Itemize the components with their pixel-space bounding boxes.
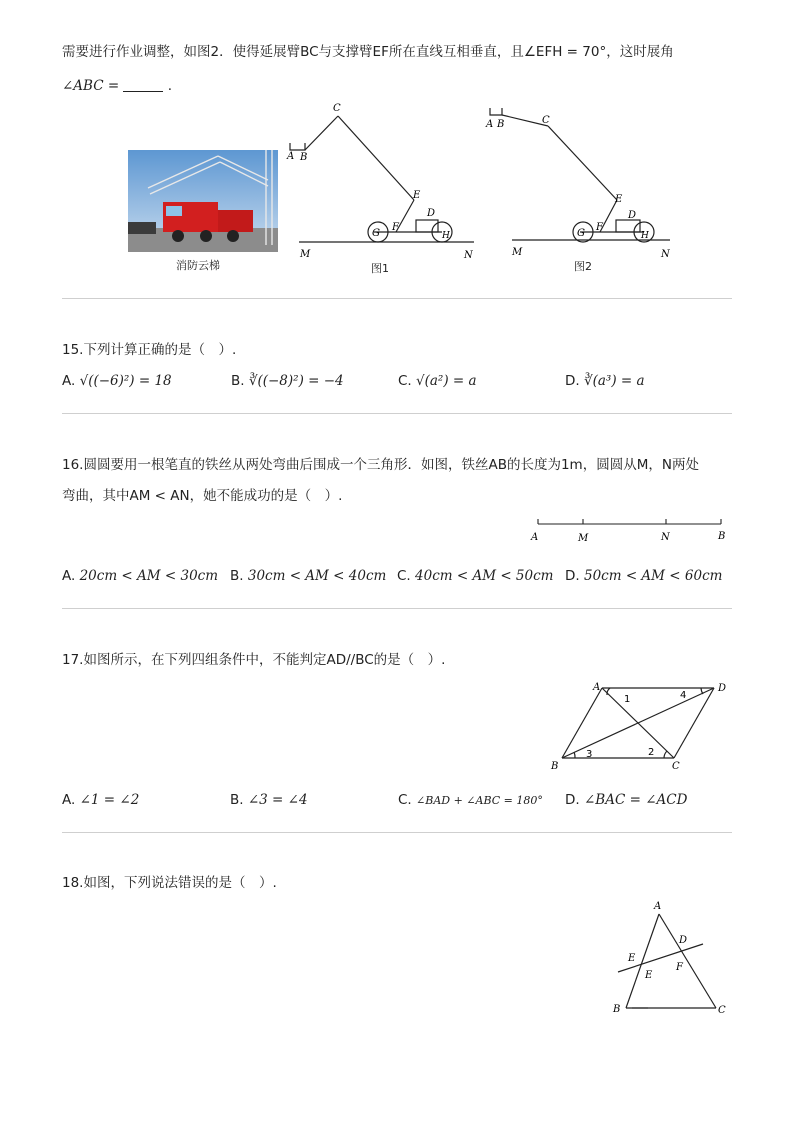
svg-text:M: M <box>512 247 523 258</box>
q15-option-b[interactable] <box>231 371 344 391</box>
option-text: ∠BAD + ∠ABC = 180° <box>416 794 543 807</box>
divider <box>62 608 732 609</box>
svg-text:E: E <box>413 190 421 201</box>
q14-text-line1: 需要进行作业调整，如图2．使得延展臂BC与支撑臂EF所在直线互相垂直，且∠EFH = 70°，这时展角 <box>62 44 674 60</box>
svg-text:A: A <box>287 151 295 162</box>
option-letter: C. <box>397 568 411 584</box>
option-text: 40cm < AM < 50cm <box>415 568 554 584</box>
figure-1 <box>282 100 482 272</box>
svg-text:N: N <box>661 532 670 543</box>
option-letter: C. <box>398 792 412 808</box>
option-letter: C. <box>398 373 412 389</box>
q16-option-a[interactable] <box>62 566 218 586</box>
q16-option-d[interactable] <box>565 566 722 586</box>
q16-stem-line2: 弯曲，其中AM < AN，她不能成功的是（ ）. <box>62 488 343 504</box>
svg-text:D: D <box>427 208 436 219</box>
q17-parallelogram-figure <box>546 674 736 774</box>
option-letter: D. <box>565 792 580 808</box>
option-letter: D. <box>565 373 580 389</box>
svg-text:E: E <box>615 194 623 205</box>
svg-text:B: B <box>718 531 726 542</box>
svg-text:E: E <box>645 970 653 981</box>
photo-caption: 消防云梯 <box>176 259 220 272</box>
svg-text:E: E <box>628 953 636 964</box>
q15-option-d[interactable] <box>565 371 645 391</box>
q15-option-a[interactable] <box>62 371 172 391</box>
svg-text:B: B <box>613 1004 621 1015</box>
q14-answer-blank[interactable] <box>123 77 163 92</box>
q18-stem: 18.如图，下列说法错误的是（ ）. <box>62 875 277 891</box>
option-text: 30cm < AM < 40cm <box>247 568 387 584</box>
option-text: √(a²) = a <box>416 373 477 389</box>
svg-text:C: C <box>718 1005 726 1016</box>
q17-stem: 17.如图所示，在下列四组条件中，不能判定AD//BC的是（ ）. <box>62 652 446 668</box>
svg-text:B: B <box>497 119 505 130</box>
svg-text:G: G <box>577 228 585 239</box>
svg-text:D: D <box>628 210 637 221</box>
q15-stem: 15.下列计算正确的是（ ）. <box>62 342 237 358</box>
q16-option-b[interactable] <box>230 566 386 586</box>
option-text: ∛((−8)²) = −4 <box>248 373 344 389</box>
figure-2 <box>482 100 682 272</box>
option-letter: A. <box>62 373 76 389</box>
option-text: √((−6)²) = 18 <box>79 373 172 389</box>
option-text: ∠1 = ∠2 <box>79 792 140 808</box>
option-letter: D. <box>565 568 580 584</box>
q17-option-d[interactable] <box>565 790 687 810</box>
svg-text:2: 2 <box>648 747 655 758</box>
option-text: ∠3 = ∠4 <box>247 792 308 808</box>
option-text: ∛(a³) = a <box>583 373 645 389</box>
option-letter: B. <box>230 568 244 584</box>
svg-text:A: A <box>531 532 539 543</box>
svg-text:H: H <box>641 231 649 241</box>
svg-text:F: F <box>596 222 603 233</box>
svg-text:A: A <box>486 119 494 130</box>
option-text: ∠BAC = ∠ACD <box>583 792 688 808</box>
svg-text:D: D <box>679 935 688 946</box>
q17-option-a[interactable] <box>62 790 139 810</box>
svg-text:F: F <box>676 962 683 973</box>
option-letter: B. <box>230 792 244 808</box>
q15-option-c[interactable] <box>398 371 477 391</box>
q14-text-line2 <box>62 76 172 96</box>
figure-2-caption: 图2 <box>574 260 592 273</box>
svg-text:M: M <box>578 533 589 544</box>
q16-stem-line1: 16.圆圆要用一根笔直的铁丝从两处弯曲后围成一个三角形．如图，铁丝AB的长度为1m，圆圆从M，N两处 <box>62 457 699 473</box>
svg-text:4: 4 <box>680 690 687 701</box>
svg-text:N: N <box>661 249 670 260</box>
svg-text:C: C <box>672 761 680 772</box>
svg-text:G: G <box>372 228 380 239</box>
svg-text:F: F <box>392 222 399 233</box>
q16-option-c[interactable] <box>397 566 553 586</box>
svg-text:1: 1 <box>624 694 631 705</box>
svg-text:B: B <box>300 152 308 163</box>
svg-text:A: A <box>593 682 601 693</box>
option-text: 20cm < AM < 30cm <box>79 568 219 584</box>
divider <box>62 413 732 414</box>
svg-text:3: 3 <box>586 749 593 760</box>
divider <box>62 298 732 299</box>
svg-text:H: H <box>442 231 450 241</box>
option-text: 50cm < AM < 60cm <box>583 568 723 584</box>
option-letter: A. <box>62 568 76 584</box>
svg-text:A: A <box>654 901 662 912</box>
divider <box>62 832 732 833</box>
q18-triangle-figure <box>606 896 736 1022</box>
option-letter: A. <box>62 792 76 808</box>
q17-option-b[interactable] <box>230 790 308 810</box>
svg-text:M: M <box>300 249 311 260</box>
option-letter: B. <box>231 373 245 389</box>
q14-angle-abc: ∠ABC = <box>62 78 120 94</box>
svg-text:D: D <box>718 683 727 694</box>
figure-1-caption: 图1 <box>371 262 389 275</box>
fire-ladder-photo <box>128 150 278 252</box>
q16-segment-figure <box>528 512 732 548</box>
svg-text:C: C <box>542 115 550 126</box>
q14-period: . <box>167 78 173 94</box>
q17-option-c[interactable] <box>398 790 543 811</box>
svg-text:N: N <box>464 250 473 261</box>
svg-text:B: B <box>551 761 559 772</box>
svg-text:C: C <box>333 103 341 114</box>
